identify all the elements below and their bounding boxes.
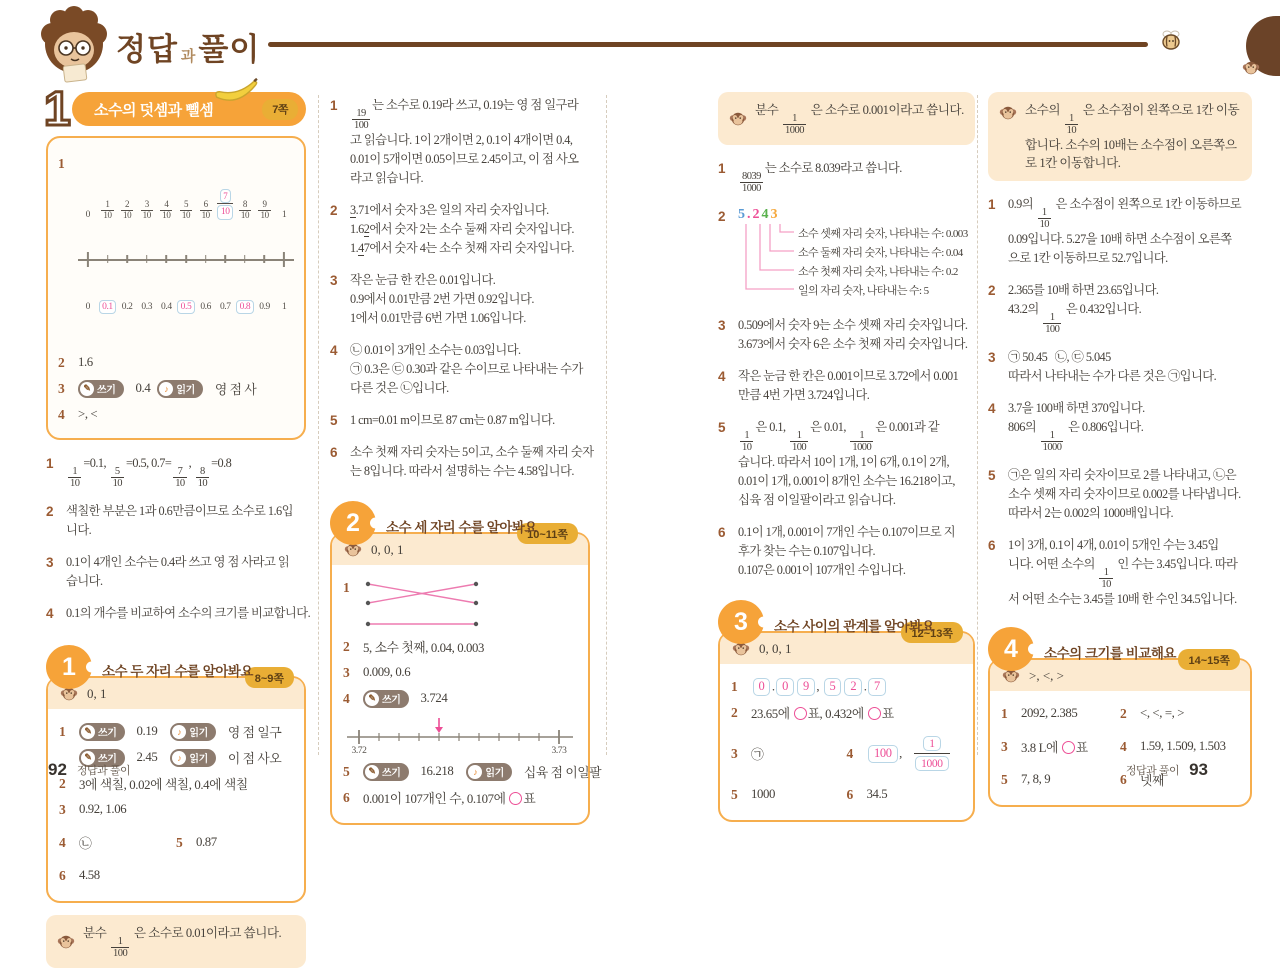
answer-1: 1 ✎ 쓰기 0.19 ♪ 읽기 영 점 일구: [59, 724, 282, 741]
number-line-fractions: 0 1 10 2 10 3 10 4 10 5 10 6 10 7 10 8 10 9 10 1: [78, 186, 294, 220]
solution-2: 2 5.243 소수 셋째 자리 숫자, 나타내는 수: 0.003 소수 둘째 자리 숫자, 나타내는 수: 0.04 소수 첫째 자리 숫자, 나타내는 수: 0.2 일의 자리 숫자, 나타내는 수: 5: [718, 207, 975, 303]
answer-6: 6 넷째: [1120, 772, 1164, 789]
column-divider-2: [606, 95, 607, 755]
solution-4: 4 작은 눈금 한 칸은 0.001이므로 3.72에서 0.001 만큼 4번 가면 3.724입니다.: [718, 369, 959, 403]
unit-answer-2: 2 1.6: [58, 355, 93, 370]
number-line-decimals: 0 0.1 0.2 0.3 0.4 0.5 0.6 0.7 0.8 0.9 1: [78, 298, 294, 316]
unit-1-header: [44, 83, 306, 136]
tick-label-right: 3.73: [551, 746, 567, 757]
answer-3: 3 0.009, 0.6: [343, 665, 411, 681]
write-badge: ✎ 쓰기: [363, 763, 409, 781]
fraction: $\frac{1}{1000}$: [784, 113, 804, 137]
header-rule: [268, 42, 1148, 47]
unit-number: 1: [44, 83, 71, 136]
speaker-icon: ♪: [159, 382, 173, 396]
pencil-icon: ✎: [365, 765, 379, 779]
answer-5: 5 7, 8, 9: [1001, 772, 1051, 788]
lesson-4-section: [988, 627, 1252, 807]
unit-title: 소수의 덧셈과 뺄셈: [94, 101, 214, 119]
mascot-lion-icon: [34, 6, 114, 86]
solution-6: 6 1이 3개, 0.1이 4개, 0.01이 5개인 수는 3.45입 니다. 어떤 소수의 $\frac{1}{10}$ 인 수는 3.45입니다. 따라 서 어떤 소수는 3.45를 10배 한 수인 34.5입니다.: [988, 538, 1238, 607]
answer-3: 3 3.8 L에 표: [1001, 739, 1088, 756]
lesson-2-solutions: [718, 159, 975, 580]
footer-label-left: 정답과 풀이: [76, 765, 131, 777]
banana-icon: [211, 74, 263, 105]
note-box-2: 분수 $\frac{1}{1000}$ 은 소수로 0.001이라고 씁니다.: [718, 92, 975, 145]
unit-1-solutions: [46, 454, 311, 623]
answer-5: 5 ✎ 쓰기 16.218 ♪ 읽기 십육 점 이일팔: [343, 764, 602, 781]
lesson-title: 소수의 크기를 비교해요: [1044, 646, 1176, 662]
lesson-title: 소수 두 자리 수를 알아봐요: [102, 664, 253, 680]
lesson-intro-band: >, <, >: [990, 660, 1250, 691]
lesson-intro-band: 0, 1: [48, 678, 304, 709]
column-1: [44, 83, 311, 968]
fraction: $\frac{1}{10}$: [1066, 113, 1077, 137]
column-divider-3: [977, 95, 978, 755]
footer-right: [1126, 760, 1208, 780]
pencil-icon: ✎: [81, 725, 95, 739]
lesson-4-body: [990, 691, 1250, 805]
lesson-page-badge: 8~9쪽: [245, 667, 294, 688]
answer-6: 6 4.58: [59, 868, 100, 884]
solution-1: 1 $\frac{1}{10}$ =0.1, $\frac{5}{10}$ =0.5, 0.7= $\frac{7}{10}$ , $\frac{8}{10}$ =0.8: [46, 456, 232, 490]
solution-1: 1 0.9의 $\frac{1}{10}$ 은 소수점이 왼쪽으로 1칸 이동하므로 0.09입니다. 5.27을 10배 하면 소수점이 오른쪽 으로 1칸 이동하므로 52.7입니다.: [988, 197, 1242, 266]
footer-label-right: 정답과 풀이: [1125, 765, 1180, 777]
footer-left: [48, 760, 130, 780]
solution-4: 4 ㉡ 0.01이 3개인 소수는 0.03입니다. ㉠ 0.3은 ㉢ 0.30과 같은 수이므로 나타내는 수가 다른 것은 ㉡입니다.: [330, 343, 583, 396]
lesson-2-body: [332, 565, 602, 823]
unit-answer-1: [58, 154, 294, 346]
pencil-icon: ✎: [365, 692, 379, 706]
boxed-fraction: 1 1000: [914, 736, 950, 771]
note-box-3: 소수의 $\frac{1}{10}$ 은 소수점이 왼쪽으로 1칸 이동 합니다. 소수의 10배는 소수점이 오른쪽으 로 1칸 이동합니다.: [988, 92, 1252, 181]
solution-5: 5 1 cm=0.01 m이므로 87 cm는 0.87 m입니다.: [330, 413, 555, 429]
circle-mark: [794, 707, 807, 720]
write-badge: ✎ 쓰기: [79, 723, 125, 741]
fraction: $\frac{1}{100}$: [792, 430, 807, 454]
monkey-icon: [729, 111, 747, 127]
highlighted-fraction: 7 10: [215, 186, 235, 220]
number-line-axis: [88, 252, 284, 267]
monkey-icon: [57, 934, 75, 950]
column-3: [718, 92, 975, 822]
circle-mark: [868, 707, 881, 720]
answer-4-numberline: [343, 715, 577, 755]
underlined-digit: 4: [358, 241, 364, 256]
answer-5: 5 1000: [731, 787, 775, 803]
lesson-2-header: [330, 501, 590, 545]
title-jeongdap: 정답: [116, 32, 178, 67]
answer-4: 4 100 , 1 1000: [847, 736, 963, 771]
read-badge: ♪ 읽기: [170, 723, 216, 741]
answer-2: 2 5, 소수 첫째, 0.04, 0.003: [343, 639, 485, 656]
lesson-number-circle: 2: [330, 501, 376, 545]
fraction: $\frac{8}{10}$: [197, 466, 208, 490]
answer-2: 2 23.65에 표, 0.432에 표: [731, 705, 894, 722]
answer-1b: ✎ 쓰기 2.45 ♪ 읽기 이 점 사오: [59, 748, 293, 767]
lesson-number-circle: 3: [718, 600, 764, 644]
number-line-3.72-3.73: [347, 715, 573, 755]
answer-6: 6 34.5: [846, 787, 888, 803]
answer-1: 1 2092, 2.385: [1001, 706, 1078, 722]
answer-4: 4 1.59, 1.509, 1.503: [1120, 739, 1226, 755]
solution-6: 6 0.1이 1개, 0.001이 7개인 수는 0.107이므로 지 후가 찾는 수는 0.107입니다. 0.107은 0.001이 107개인 수입니다.: [718, 525, 956, 578]
fraction: $\frac{1}{10}$: [1101, 567, 1111, 591]
answer-1: 1 0 . 0 9 , 5 2 . 7: [731, 677, 962, 696]
lesson-title: 소수 세 자리 수를 알아봐요: [386, 520, 537, 536]
answer-4: 4 ✎ 쓰기 3.724: [343, 691, 448, 707]
lesson-3-header: [718, 600, 975, 644]
fraction: $\frac{1}{100}$: [1045, 312, 1060, 336]
lesson-page-badge: 10~11쪽: [517, 523, 578, 544]
speaker-icon: ♪: [172, 751, 186, 765]
write-badge: ✎ 쓰기: [78, 380, 124, 398]
lesson-1-header: [46, 645, 306, 689]
solution-1: 1 $\frac{19}{100}$ 는 소수로 0.19라 쓰고, 0.19는 영 점 일구라 고 읽습니다. 1이 2개이면 2, 0.1이 4개이면 0.4, 0.01이 5개이면 0.05이므로 2.45이고, 이 점 사오 라고 읽습니다.: [330, 98, 579, 186]
note-box-1: 분수 $\frac{1}{100}$ 은 소수로 0.01이라고 씁니다.: [46, 915, 306, 968]
pencil-icon: ✎: [80, 382, 94, 396]
unit-title-pill: [72, 92, 306, 126]
circle-mark: [509, 792, 522, 805]
answer-2: 2 <, <, =, >: [1120, 706, 1185, 722]
solution-3: 3 0.1이 4개인 소수는 0.4라 쓰고 영 점 사라고 읽 습니다.: [46, 555, 290, 589]
answer-1: 1: [343, 578, 577, 630]
lesson-2-section: [330, 501, 602, 825]
fraction: $\frac{19}{100}$: [354, 108, 369, 132]
place-value-diagram: 5.243 소수 셋째 자리 숫자, 나타내는 수: 0.003 소수 둘째 자리 숫자, 나타내는 수: 0.04 소수 첫째 자리 숫자, 나타내는 수: 0.2 일의 자리 숫자, 나타내는 수: 5: [738, 207, 975, 303]
answer-6: 6 0.001이 107개인 수, 0.107에 표: [343, 790, 536, 807]
fraction: $\frac{1}{1000}$: [852, 430, 872, 454]
solution-2: 2 색칠한 부분은 1과 0.6만큼이므로 소수로 1.6입 니다.: [46, 504, 293, 538]
answer-2: 2 3에 색칠, 0.02에 색칠, 0.4에 색칠: [59, 776, 248, 793]
column-2: [330, 92, 602, 825]
page-title: [116, 24, 260, 69]
lesson-number-circle: 1: [46, 645, 92, 689]
title-puri: 풀이: [198, 32, 261, 67]
fraction: $\frac{1}{100}$: [112, 936, 128, 960]
read-badge: ♪ 읽기: [157, 380, 203, 398]
solution-3: 3 작은 눈금 한 칸은 0.01입니다. 0.9에서 0.01만큼 2번 가면 0.92입니다. 1에서 0.01만큼 6번 가면 1.06입니다.: [330, 273, 534, 326]
solution-3: 3 ㉠ 50.45 ㉡, ㉢ 5.045 따라서 나타내는 수가 다른 것은 ㉠입니다.: [988, 350, 1217, 384]
unit-1-answer-box: [46, 136, 306, 440]
lesson-3-body: [720, 664, 973, 820]
fraction: $\frac{1}{10}$: [1039, 207, 1049, 231]
write-badge: ✎ 쓰기: [363, 690, 409, 708]
page-number-left: 92: [48, 760, 67, 779]
lesson-intro-band: 0, 0, 1: [332, 534, 588, 565]
solution-3: 3 0.509에서 숫자 9는 소수 셋째 자리 숫자입니다. 3.673에서 숫자 6은 소수 첫째 자리 숫자입니다.: [718, 318, 968, 352]
solution-4: 4 0.1의 개수를 비교하여 소수의 크기를 비교합니다.: [46, 606, 311, 622]
solution-5: 5 $\frac{1}{10}$ 은 0.1, $\frac{1}{100}$ 은 0.01, $\frac{1}{1000}$ 은 0.001과 같 습니다. 따라서 10이 1개, 1이 6개, 0.1이 2개, 0.01이 1개, 0.001이 8개인 소수는 16.218이고, 십육 점 이일팔이라고 읽습니다.: [718, 420, 955, 508]
unit-answer-4: 4 >, <: [58, 407, 98, 422]
fraction: $\frac{8039}{1000}$: [742, 171, 761, 195]
monkey-icon: [999, 105, 1017, 121]
underlined-digit: 3: [350, 203, 356, 218]
lesson-title: 소수 사이의 관계를 알아봐요: [774, 619, 935, 635]
lesson-intro-band: 0, 0, 1: [720, 633, 973, 664]
lesson-1-solutions: [330, 96, 602, 481]
lesson-1-body: [48, 709, 304, 901]
answer-4: 4 ㉡: [59, 835, 92, 852]
bee-icon: [1158, 28, 1184, 52]
answer-5: 5 0.87: [176, 835, 217, 851]
number-line-0-1: [78, 156, 294, 346]
lesson-3-solutions: [988, 195, 1252, 609]
unit-answer-3: 3 ✎ 쓰기 0.4 ♪ 읽기 영 점 사: [58, 381, 257, 397]
circle-mark: [1062, 741, 1075, 754]
fraction: $\frac{1}{10}$: [742, 430, 752, 454]
speaker-icon: ♪: [172, 725, 186, 739]
fraction: $\frac{1}{1000}$: [1042, 430, 1062, 454]
unit-page-badge: 7쪽: [262, 99, 298, 120]
lesson-4-header: [988, 627, 1252, 671]
tick-label-left: 3.72: [351, 746, 367, 757]
lesson-3-section: [718, 600, 975, 822]
read-badge: ♪ 읽기: [466, 763, 512, 781]
matching-lines-diagram: [363, 578, 483, 630]
column-4: [988, 92, 1252, 807]
write-badge: ✎ 쓰기: [79, 749, 125, 767]
page-number-right: 93: [1189, 760, 1208, 779]
fraction: $\frac{7}{10}$: [175, 466, 185, 490]
title-gwa: 과: [180, 48, 196, 65]
solution-6: 6 소수 첫째 자리 숫자는 5이고, 소수 둘째 자리 숫자 는 8입니다. 따라서 설명하는 수는 4.58입니다.: [330, 445, 594, 479]
pencil-icon: ✎: [81, 751, 95, 765]
answer-number: 1: [58, 156, 65, 171]
solution-4: 4 3.7을 100배 하면 370입니다. 806의 $\frac{1}{1000}$ 은 0.806입니다.: [988, 401, 1145, 454]
lesson-number-circle: 4: [988, 627, 1034, 671]
fraction: $\frac{5}{10}$: [112, 466, 122, 490]
solution-2: 2 2.365를 10배 하면 23.65입니다. 43.2의 $\frac{1}{100}$ 은 0.432입니다.: [988, 283, 1159, 336]
speaker-icon: ♪: [468, 765, 482, 779]
solution-2: 2 3.71에서 숫자 3은 일의 자리 숫자입니다. 1.62에서 숫자 2는 소수 둘째 자리 숫자입니다. 1.47에서 숫자 4는 소수 첫째 자리 숫자입니다.: [330, 203, 574, 256]
corner-monkey-icon: [1242, 60, 1260, 76]
underlined-digit: 2: [363, 222, 370, 237]
place-value-connectors: [740, 224, 798, 302]
solution-1: 1 $\frac{8039}{1000}$ 는 소수로 8.039라고 씁니다.: [718, 161, 902, 195]
answer-3: 3 0.92, 1.06: [59, 802, 127, 818]
read-badge: ♪ 읽기: [170, 749, 216, 767]
column-divider-1: [318, 95, 319, 755]
lesson-page-badge: 14~15쪽: [1178, 649, 1240, 670]
fraction: $\frac{1}{10}$: [70, 466, 80, 490]
solution-5: 5 ㉠은 일의 자리 숫자이므로 2를 나타내고, ㉡은 소수 셋째 자리 숫자이므로 0.002를 나타냅니다. 따라서 2는 0.002의 1000배입니다.: [988, 468, 1241, 521]
answer-3: 3 ㉠: [731, 746, 764, 763]
lesson-page-badge: 12~13쪽: [901, 622, 963, 643]
